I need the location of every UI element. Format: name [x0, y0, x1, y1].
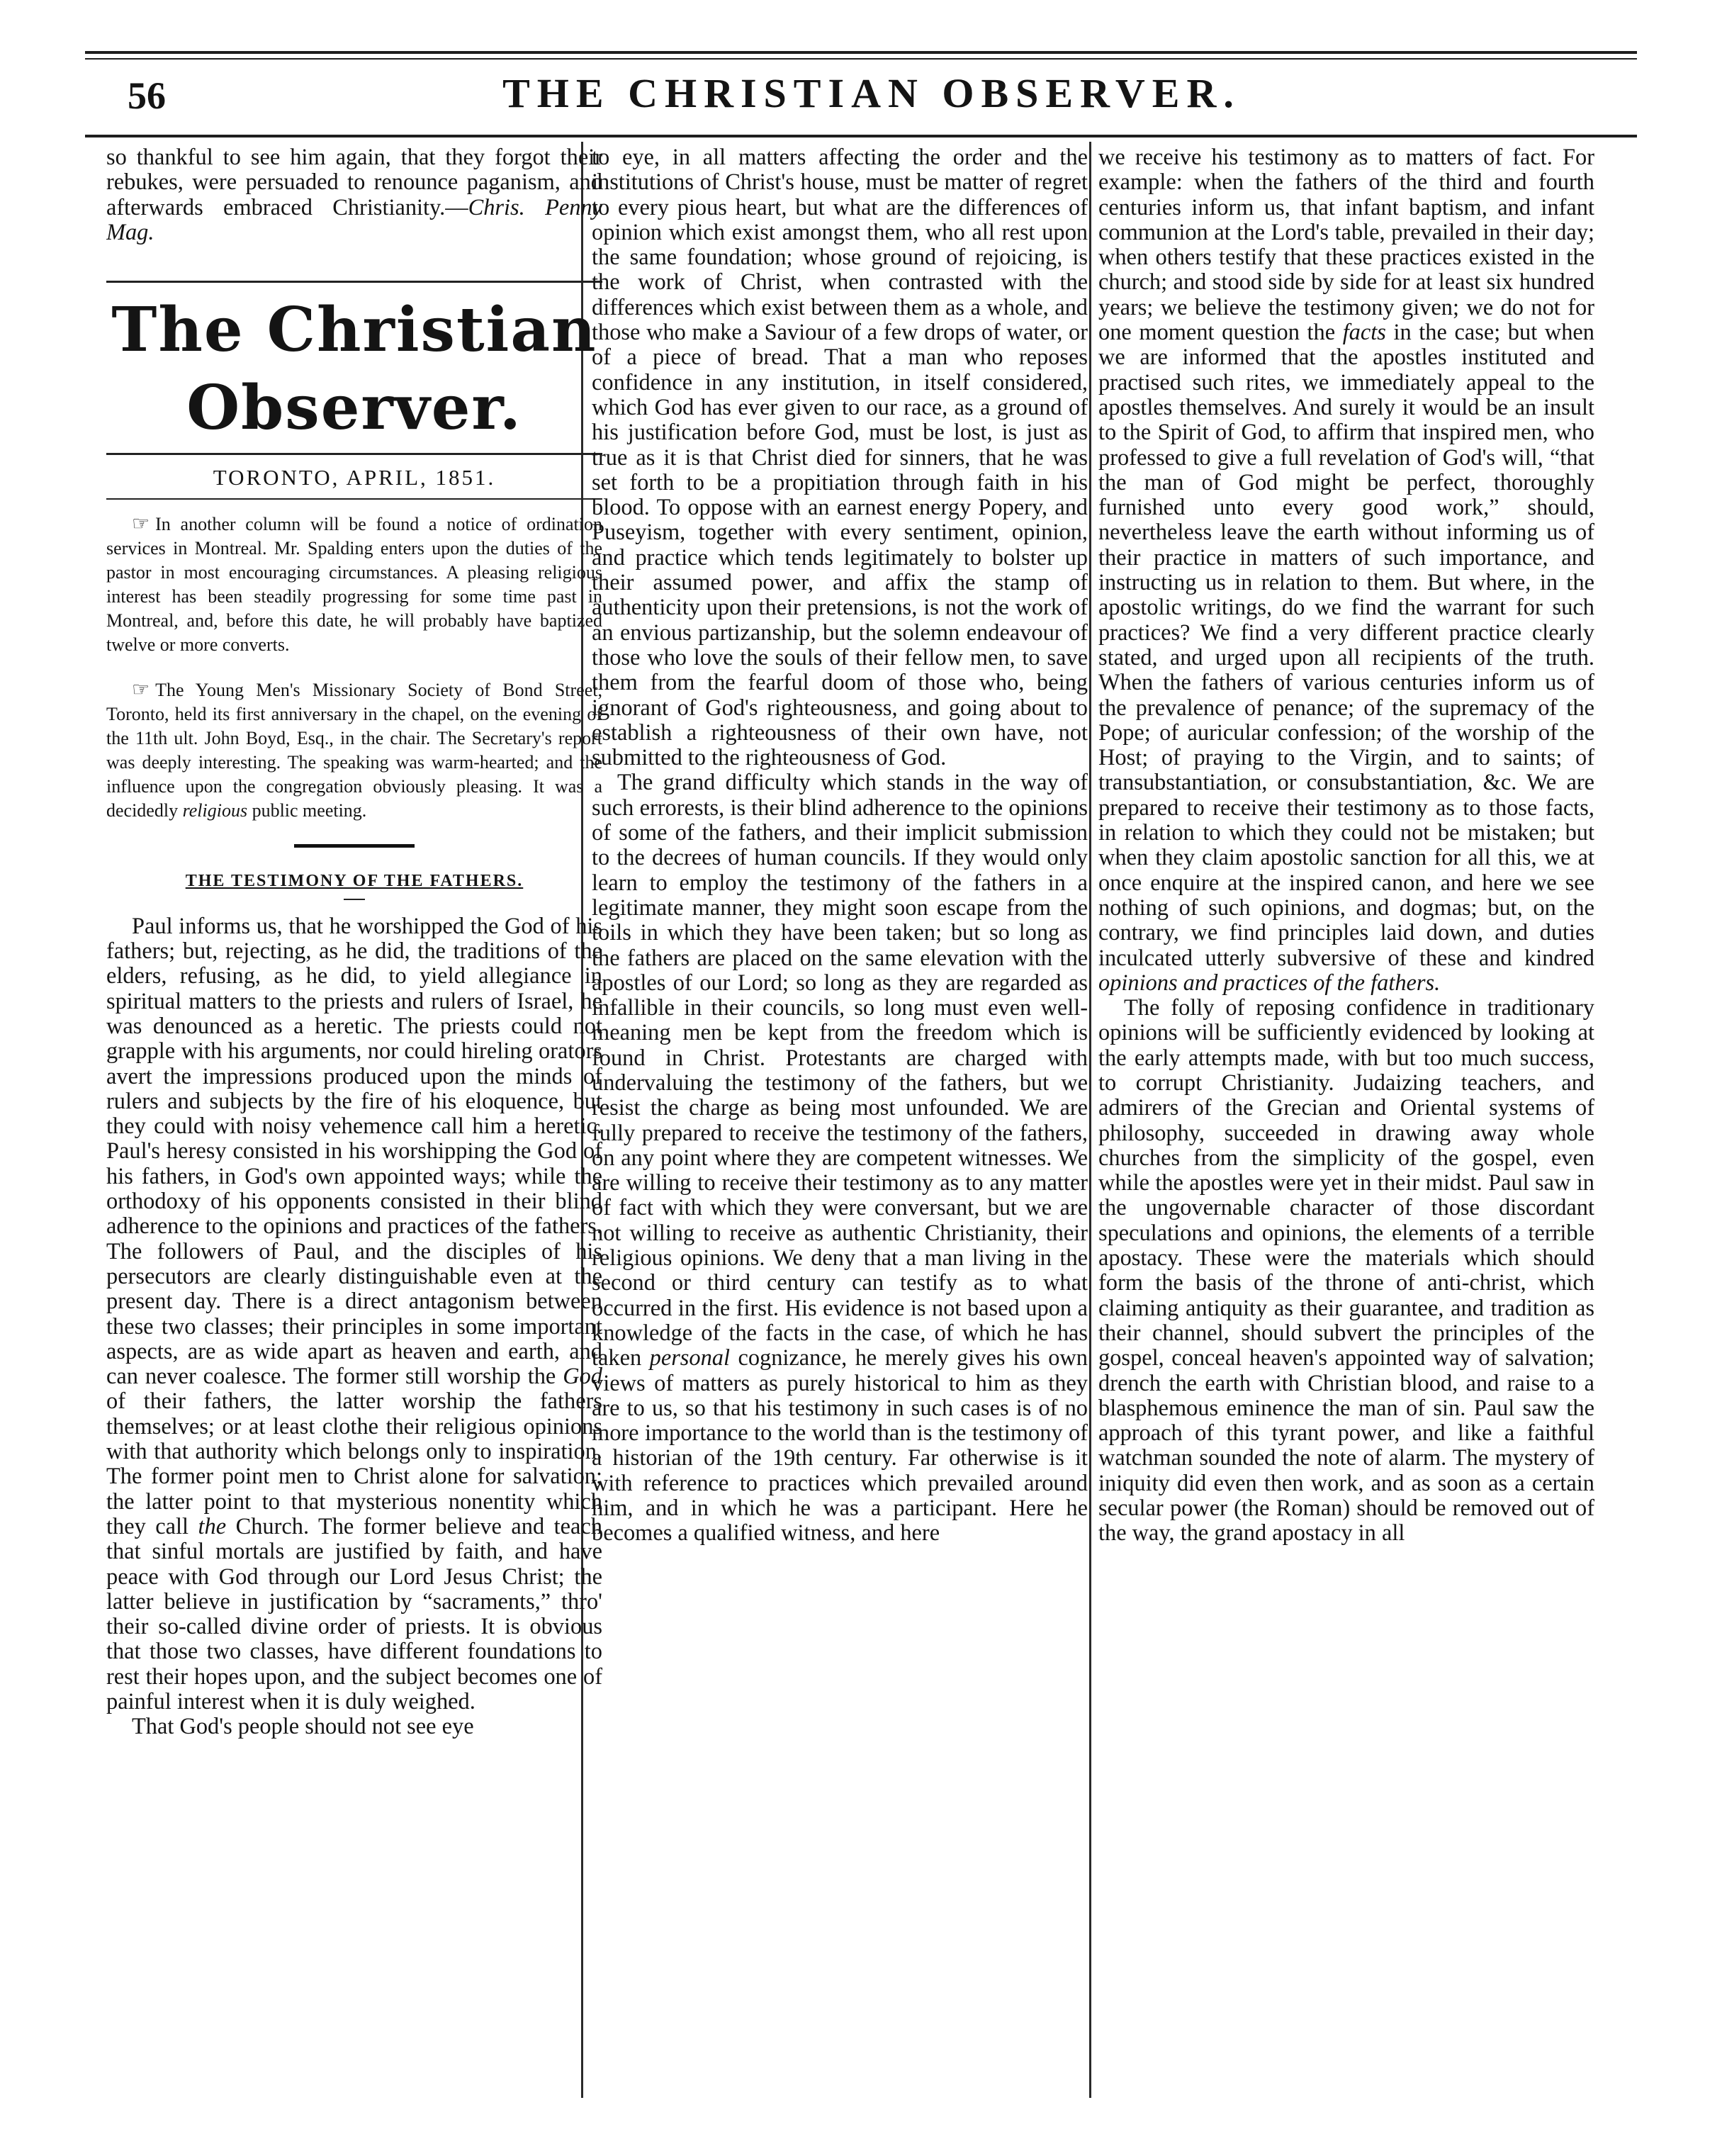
page-number: 56	[128, 74, 166, 117]
dateline: TORONTO, APRIL, 1851.	[213, 465, 496, 490]
para1-emphasis-the: the	[198, 1513, 227, 1539]
dateline-rule	[106, 498, 602, 500]
pointing-hand-icon: ☞	[132, 513, 150, 536]
header-rule	[85, 135, 1637, 137]
page-header	[106, 69, 1637, 133]
section-divider	[294, 844, 415, 848]
masthead-title: The Christian Observer.	[111, 294, 597, 444]
column2-text-c: cognizance, he merely gives his own views of matters as purely historical to him as they are to us, so that his testimony in such cases is of no more importance to the world than is the testimony of a historian of the 19th century. Far otherwise is it with reference to practices which prevailed around him, and in which he was a participant. Here he becomes a qualified witness, and here	[592, 1345, 1088, 1546]
pointing-hand-icon: ☞	[132, 679, 150, 702]
notice-missionary-society	[106, 678, 602, 823]
running-title: THE CHRISTIAN OBSERVER.	[502, 70, 1241, 116]
para1-text-b: of their fathers, the latter worship the fathers themselves; or at least clothe their religious opinions with that authority which belongs only to inspiration. The former point men to Christ alone for salvation; the latter point to that mysterious nonentity which they call	[106, 1388, 602, 1539]
column3-text-a: we receive his testimony as to matters of fact. For example: when the fathers of the third and fourth centuries inform us, that infant baptism, and infant communion at the Lord's table, prevailed in their day; when others testify that these practices existed in the church; and stood side by side for at least six hundred years; we believe the testimony given; we do not for one moment question the	[1098, 145, 1594, 346]
column3-emphasis-opinions: opinions and practices of the fathers.	[1098, 970, 1441, 996]
column-2	[592, 145, 1088, 2116]
intro-source: Chris. Penny Mag.	[106, 194, 602, 245]
article-paragraph-1	[106, 914, 602, 1715]
top-rule-thin	[85, 58, 1637, 60]
column2-emphasis-personal: personal	[649, 1345, 730, 1371]
column-separator-2	[1089, 142, 1091, 2098]
intro-paragraph	[106, 145, 602, 245]
heading-dash	[344, 899, 365, 900]
column-1	[106, 145, 602, 2116]
para1-text: Paul informs us, that he worshipped the God of his fathers; but, rejecting, as he did, the traditions of the elders, refusing, as he did, to yield allegiance in spiritual matters to the priests and rulers of Israel, he was denounced as a heretic. The priests could not grapple with his arguments, nor could hireling orators avert the impressions produced upon the minds of rulers and subjects by the fire of his eloquence, but they could with noisy vehemence call him a heretic. Paul's heresy consisted in his worshipping the God of his fathers, in God's own appointed ways; while the orthodoxy of his opponents consisted in their blind adherence to the opinions and practices of the fathers. The followers of Paul, and the disciples of his persecutors are clearly distinguishable even at the present day. There is a direct antagonism between these two classes; their principles in some important aspects, are as wide apart as heaven and earth, and can never coalesce. The former still worship the	[106, 913, 602, 1390]
notice-missionary-end: public meeting.	[252, 800, 367, 821]
article-paragraph-2-start: That God's people should not see eye	[132, 1714, 474, 1740]
column3-text-b: in the case; but when we are informed that the apostles instituted and practised such rites, we immediately appeal to the apostles themselves. And surely it would be an insult to the Spirit of God, to affirm that inspired men, who professed to give a full revelation of God's will, “that the man of God might be perfect, thoroughly furnished unto every good work,” should, nevertheless leave the earth without informing us of their practice in matters of such importance, and instructing us in relation to them. But where, in the apostolic writings, do we find the warrant for such practices? We find a very different practice clearly stated, and urged upon all recipients of the truth. When the fathers of various centuries inform us of the prevalence of penance; of the supremacy of the Pope; of auricular confession; of the worship of the Host; of praying to the Virgin, and to saints; of transubstantiation, or consubstantiation, &c. We are prepared to receive their testimony as to those facts, in relation to which they could not be mistaken; but when they claim apostolic sanction for all this, we at once enquire at the inspired canon, and here we see nothing of such opinions, and dogmas; but, on the contrary, we find principles laid down, and duties inculcated utterly subversive of these and kindred	[1098, 320, 1594, 971]
column3-paragraph-1	[1098, 145, 1594, 996]
column2-paragraph-1: to eye, in all matters affecting the order and the institutions of Christ's house, must be matter of regret to every pious heart, but what are the differences of opinion which exist amongst them, who all rest upon the same foundation; whose ground of rejoicing, is the work of Christ, when contrasted with the differences which exist between them as a whole, and those who make a Saviour of a few drops of water, or of a piece of bread. That a man who reposes confidence in any institution, in itself considered, which God has ever given to our race, as a ground of his justification before God, must be lost, is just as true as it is that Christ died for sinners, that he was set forth to be a propitiation through faith in his blood. To oppose with an earnest energy Popery, and Puseyism, together with every sentiment, opinion, and practice which tends legitimately to bolster up their assumed power, and affix the stamp of authenticity upon their pretensions, is not the work of an envious partizanship, but the solemn endeavour of those who love the souls of their fellow men, to save them from the fearful doom of those who, being ignorant of God's righteousness, and going about to establish a righteousness of their own have, not submitted to the righteousness of God.	[592, 145, 1088, 771]
column3-emphasis-facts: facts	[1342, 320, 1386, 346]
top-rule	[85, 51, 1637, 54]
para1-emphasis-god: God	[563, 1364, 602, 1390]
notice-missionary-text: The Young Men's Missionary Society of Bond Street, Toronto, held its first anniversary in the chapel, on the evening of the 11th ult. John Boyd, Esq., in the chair. The Secretary's report was deeply interesting. The speaking was warm-hearted; and the influence upon the congregation obviously pleasing. It was a decidedly	[106, 680, 602, 821]
column2-paragraph-2	[592, 770, 1088, 1546]
notice-missionary-emphasis: religious	[182, 800, 248, 821]
notice-ordination	[106, 512, 602, 657]
masthead	[106, 281, 602, 500]
column3-paragraph-2: The folly of reposing confidence in traditionary opinions will be sufficiently evidenced by looking at the early attempts made, with but too much success, to corrupt Christianity. Judaizing teachers, and admirers of the Grecian and Oriental systems of philosophy, succeeded in drawing away whole churches from the simplicity of the gospel, even while the apostles were yet in their midst. Paul saw in the ungovernable character of those discordant speculations and opinions, the elements of a terrible apostacy. These were the materials which should form the basis of the throne of anti-christ, which claiming antiquity as their guarantee, and tradition as their channel, should subvert the principles of the gospel, conceal heaven's appointed way of salvation; drench the earth with Christian blood, and raise to a blasphemous eminence the man of sin. Paul saw the approach of this tyrant power, and like a faithful watchman sounded the note of alarm. The mystery of iniquity did even then work, and as soon as a certain secular power (the Roman) should be removed out of the way, the grand apostacy in all	[1098, 995, 1594, 1546]
masthead-rule	[106, 453, 602, 455]
article-heading: THE TESTIMONY OF THE FATHERS.	[185, 872, 524, 891]
para1-text-c: Church. The former believe and teach that sinful mortals are justified by faith, and have peace with God through our Lord Jesus Christ; the latter believe in justification by “sacraments,” thro' their so-called divine order of priests. It is obvious that those two classes, have different foundations to rest their hopes upon, and the subject becomes one of painful interest when it is duly weighed.	[106, 1513, 602, 1714]
intro-text: so thankful to see him again, that they forgot their rebukes, were persuaded to renounce paganism, and afterwards embraced Christianity.—	[106, 145, 602, 220]
notice-ordination-text: In another column will be found a notice of ordination services in Montreal. Mr. Spalding enters upon the duties of the pastor in most encouraging circumstances. A pleasing religious interest has been steadily progressing for some time past in Montreal, and, before this date, he will probably have baptized twelve or more converts.	[106, 514, 602, 656]
column2-text-b: The grand difficulty which stands in the way of such errorests, is their blind adherence to the opinions of some of the fathers, and their implicit submission to the decrees of human councils. If they would only learn to employ the testimony of the fathers in a legitimate manner, they might soon escape from the toils in which they have been taken; but so long as the fathers are placed on the same elevation with the apostles of our Lord; so long as they are regarded as infallible in their councils, so long must even well-meaning men be kept from the freedom which is found in Christ. Protestants are charged with undervaluing the testimony of the fathers, but we resist the charge as being most unfounded. We are fully prepared to receive the testimony of the fathers, on any point where they are competent witnesses. We are willing to receive their testimony as to any matter of fact with which they were conversant, but we are not willing to receive as authentic Christianity, their religious opinions. We deny that a man living in the second or third century can testify as to what occurred in the first. His evidence is not based upon a knowledge of the facts in the case, of which he has taken	[592, 770, 1088, 1371]
column-3	[1098, 145, 1594, 2116]
